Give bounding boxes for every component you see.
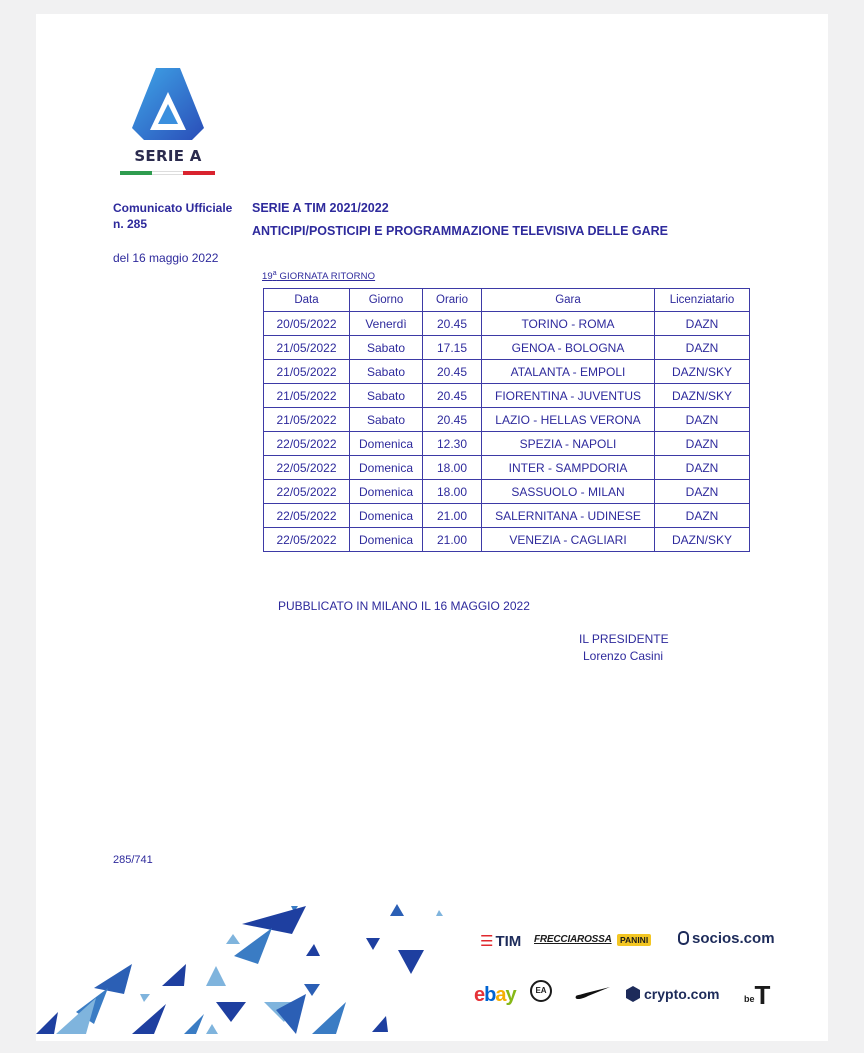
published-statement: PUBBLICATO IN MILANO IL 16 MAGGIO 2022	[278, 599, 530, 613]
tim-text: TIM	[495, 933, 522, 950]
logo-wordmark: SERIE A	[134, 147, 202, 165]
cell-day: Sabato	[350, 408, 423, 432]
cell-broadcaster: DAZN	[655, 504, 750, 528]
cell-date: 21/05/2022	[264, 336, 350, 360]
cell-day: Domenica	[350, 432, 423, 456]
table-header-row	[264, 289, 750, 312]
round-ordinal: 19	[262, 271, 273, 283]
cell-day: Venerdì	[350, 312, 423, 336]
cell-match: VENEZIA - CAGLIARI	[482, 528, 655, 552]
header-data: Data	[264, 289, 350, 312]
cell-match: LAZIO - HELLAS VERONA	[482, 408, 655, 432]
sponsor-tim-logo	[480, 932, 521, 950]
cell-time: 18.00	[423, 456, 482, 480]
round-label	[262, 270, 375, 282]
ebay-letter: a	[495, 984, 506, 1006]
cell-match: INTER - SAMPDORIA	[482, 456, 655, 480]
communique-label: Comunicato Ufficiale	[113, 201, 233, 215]
sponsor-crypto-logo	[626, 986, 719, 1002]
table-row	[264, 480, 750, 504]
cell-match: ATALANTA - EMPOLI	[482, 360, 655, 384]
cell-broadcaster: DAZN	[655, 312, 750, 336]
bet-big-text: T	[754, 980, 771, 1010]
cell-broadcaster: DAZN	[655, 480, 750, 504]
ebay-letter: b	[484, 984, 496, 1006]
cell-broadcaster: DAZN	[655, 456, 750, 480]
document-page	[36, 14, 828, 1041]
cell-day: Domenica	[350, 528, 423, 552]
signature-name: Lorenzo Casini	[583, 649, 664, 663]
cell-match: GENOA - BOLOGNA	[482, 336, 655, 360]
page-number: 285/741	[113, 854, 153, 866]
header-licenziatario: Licenziatario	[655, 289, 750, 312]
cell-day: Sabato	[350, 384, 423, 408]
socios-text: socios.com	[692, 930, 775, 947]
cell-match: FIORENTINA - JUVENTUS	[482, 384, 655, 408]
header-orario: Orario	[423, 289, 482, 312]
cell-date: 22/05/2022	[264, 504, 350, 528]
sponsor-bet-logo	[744, 980, 770, 1011]
cell-match: SASSUOLO - MILAN	[482, 480, 655, 504]
cell-time: 20.45	[423, 384, 482, 408]
sponsor-socios-logo	[678, 930, 775, 947]
cell-date: 21/05/2022	[264, 408, 350, 432]
ebay-letter: y	[505, 984, 516, 1006]
cell-time: 12.30	[423, 432, 482, 456]
bet-small-text: be	[744, 994, 755, 1004]
decorative-triangles-icon	[36, 894, 456, 1041]
cell-day: Domenica	[350, 480, 423, 504]
communique-date: del 16 maggio 2022	[113, 251, 219, 265]
table-row	[264, 408, 750, 432]
table-row	[264, 432, 750, 456]
table-row	[264, 336, 750, 360]
communique-info	[113, 200, 243, 266]
header-giorno: Giorno	[350, 289, 423, 312]
cell-broadcaster: DAZN	[655, 408, 750, 432]
document-title: SERIE A TIM 2021/2022	[252, 201, 389, 215]
sponsors-bar	[474, 928, 824, 1018]
cell-day: Sabato	[350, 360, 423, 384]
table-row	[264, 528, 750, 552]
communique-number: n. 285	[113, 217, 148, 231]
nike-swoosh-icon	[574, 986, 610, 1000]
document-subtitle: ANTICIPI/POSTICIPI E PROGRAMMAZIONE TELEVISIVA DELLE GARE	[252, 224, 669, 238]
cell-match: TORINO - ROMA	[482, 312, 655, 336]
table-row	[264, 456, 750, 480]
cell-day: Domenica	[350, 504, 423, 528]
round-ordinal-suffix: a	[272, 270, 277, 277]
cell-date: 21/05/2022	[264, 360, 350, 384]
signature-block	[579, 631, 669, 665]
crypto-hex-icon	[626, 986, 640, 1002]
cell-broadcaster: DAZN/SKY	[655, 384, 750, 408]
cell-broadcaster: DAZN	[655, 432, 750, 456]
cell-day: Domenica	[350, 456, 423, 480]
sponsor-panini-logo: PANINI	[617, 934, 651, 946]
cell-date: 22/05/2022	[264, 528, 350, 552]
cell-time: 18.00	[423, 480, 482, 504]
cell-date: 22/05/2022	[264, 432, 350, 456]
cell-date: 20/05/2022	[264, 312, 350, 336]
table-row	[264, 360, 750, 384]
socios-shield-icon	[678, 931, 689, 945]
cell-time: 17.15	[423, 336, 482, 360]
table-row	[264, 504, 750, 528]
italian-flag-stripe	[120, 171, 215, 175]
sponsor-frecciarossa-logo: FRECCIAROSSA	[534, 934, 612, 945]
cell-time: 21.00	[423, 528, 482, 552]
schedule-table	[263, 288, 750, 552]
crypto-text: crypto.com	[644, 986, 720, 1002]
cell-broadcaster: DAZN/SKY	[655, 528, 750, 552]
round-text: GIORNATA RITORNO	[279, 271, 376, 283]
header-gara: Gara	[482, 289, 655, 312]
cell-time: 20.45	[423, 408, 482, 432]
table-row	[264, 312, 750, 336]
cell-time: 20.45	[423, 312, 482, 336]
ebay-letter: e	[474, 984, 485, 1006]
cell-date: 22/05/2022	[264, 480, 350, 504]
cell-broadcaster: DAZN/SKY	[655, 360, 750, 384]
sponsor-ea-sports-logo: EA	[530, 980, 552, 1002]
cell-time: 21.00	[423, 504, 482, 528]
signature-role: IL PRESIDENTE	[579, 632, 669, 646]
sponsor-ebay-logo	[474, 984, 516, 1007]
cell-match: SPEZIA - NAPOLI	[482, 432, 655, 456]
cell-time: 20.45	[423, 360, 482, 384]
tim-mark-icon: ☰	[480, 933, 494, 950]
cell-day: Sabato	[350, 336, 423, 360]
table-row	[264, 384, 750, 408]
cell-broadcaster: DAZN	[655, 336, 750, 360]
cell-date: 22/05/2022	[264, 456, 350, 480]
cell-match: SALERNITANA - UDINESE	[482, 504, 655, 528]
cell-date: 21/05/2022	[264, 384, 350, 408]
